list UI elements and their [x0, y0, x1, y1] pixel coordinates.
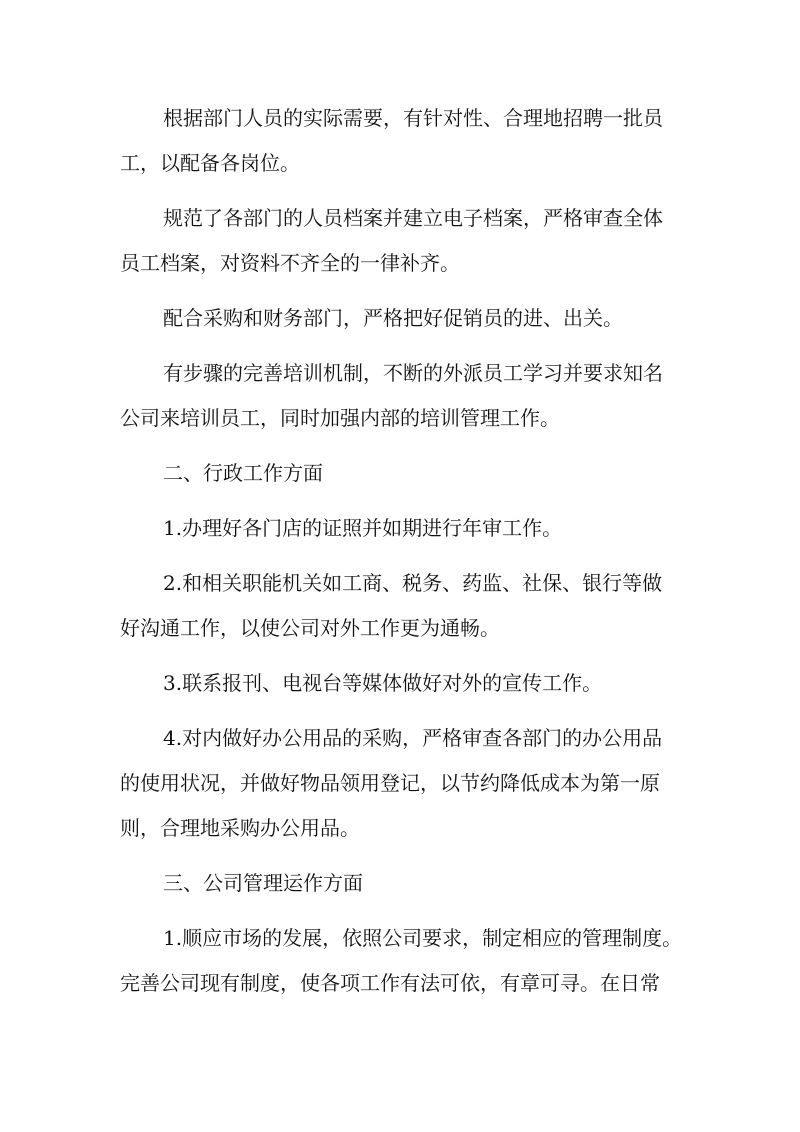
text-line: 4.对内做好办公用品的采购，严格审查各部门的办公用品	[163, 726, 663, 750]
para-archives	[120, 196, 700, 286]
text-line: 工，以配备各岗位。	[120, 151, 300, 175]
item-admin-3	[120, 661, 700, 706]
text-line: 则，合理地采购办公用品。	[120, 816, 360, 840]
text-line: 1.办理好各门店的证照并如期进行年审工作。	[163, 516, 563, 540]
para-purchase-finance	[120, 296, 700, 341]
item-admin-1	[120, 506, 700, 551]
heading-management	[120, 861, 700, 906]
item-management-1	[120, 916, 700, 1006]
text-line: 员工档案，对资料不齐全的一律补齐。	[120, 251, 460, 275]
item-admin-4	[120, 716, 700, 851]
text-line: 规范了各部门的人员档案并建立电子档案，严格审查全体	[163, 206, 663, 230]
document-page	[120, 96, 700, 1016]
heading-admin	[120, 451, 700, 496]
text-line: 公司来培训员工，同时加强内部的培训管理工作。	[120, 406, 560, 430]
text-line: 的使用状况，并做好物品领用登记，以节约降低成本为第一原	[120, 771, 660, 795]
text-line: 三、公司管理运作方面	[163, 871, 363, 895]
text-line: 二、行政工作方面	[163, 461, 323, 485]
text-line: 根据部门人员的实际需要，有针对性、合理地招聘一批员	[163, 106, 663, 130]
para-recruit	[120, 96, 700, 186]
text-line: 2.和相关职能机关如工商、税务、药监、社保、银行等做	[163, 571, 663, 595]
text-line: 3.联系报刊、电视台等媒体做好对外的宣传工作。	[163, 671, 603, 695]
text-line: 完善公司现有制度，使各项工作有法可依，有章可寻。在日常	[120, 971, 660, 995]
text-line: 好沟通工作，以使公司对外工作更为通畅。	[120, 616, 500, 640]
text-line: 1.顺应市场的发展，依照公司要求，制定相应的管理制度。	[163, 926, 683, 950]
para-training	[120, 351, 700, 441]
text-line: 有步骤的完善培训机制，不断的外派员工学习并要求知名	[163, 361, 663, 385]
text-line: 配合采购和财务部门，严格把好促销员的进、出关。	[163, 306, 623, 330]
item-admin-2	[120, 561, 700, 651]
